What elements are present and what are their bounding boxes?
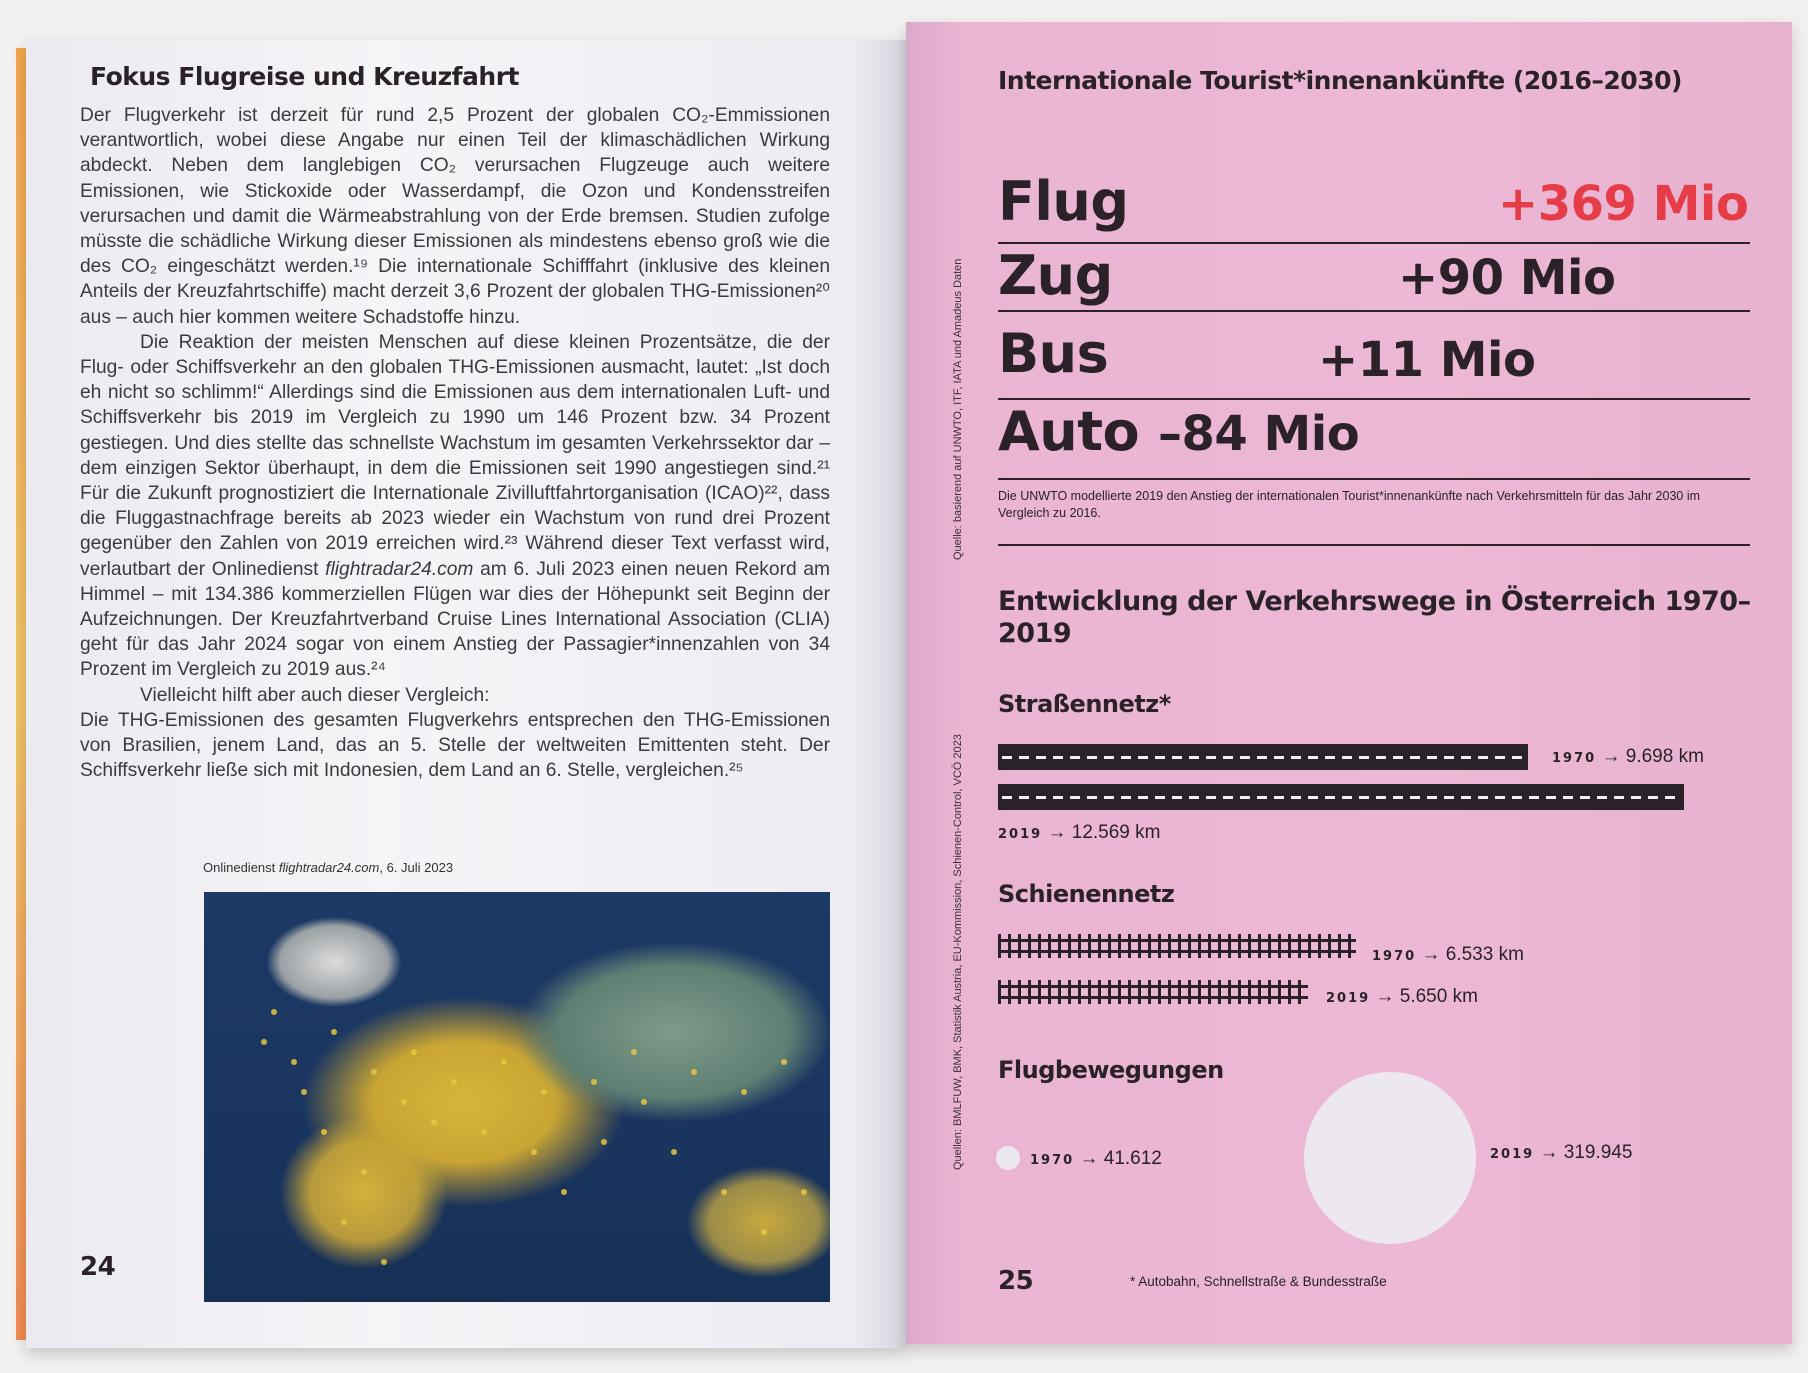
mode-row-zug [998, 244, 1750, 312]
flight-1970-stat [1030, 1148, 1162, 1170]
austria-source-note: Quellen: BMLFUW, BMK, Statistik Austria, EU-Kommission, Schienen-Control, VCÖ 2023 [952, 734, 964, 1170]
mode-label: Bus [998, 322, 1109, 385]
year-badge: 1970 [1552, 751, 1597, 766]
year-badge: 2019 [1490, 1147, 1535, 1162]
paragraph: Die THG-Emissionen des gesamten Flugverkehrs entsprechen den THG-Emissionen von Brasilien, jenem Land, das an 5. Stelle der weltweiten Emittenten steht. Der Schiffsverkehr ließe sich mit Indonesien, dem Land an 6. Stelle, vergleichen.²⁵ [80, 709, 830, 782]
caption-site: flightradar24.com [278, 860, 380, 875]
road-bar-2019 [998, 784, 1684, 810]
paragraph: Der Flugverkehr ist derzeit für rund 2,5 Prozent der globalen CO₂-Emmissionen verantwortlich, wobei diese Angabe nur einen Teil der klimaschädlichen Wirkung abdeckt. Neben dem langlebigen CO₂ verursachen Flugzeuge auch weitere Emissionen, wie Stickoxide oder Wasserdampf, die Ozon und Kondensstreifen verursachen und damit die Wärmeabstrahlung von der Erde bremsen. Studien zufolge müsste die schädliche Wirkung dieser Emissionen als mindestens ebenso groß wie die des CO₂ eingeschätzt werden.¹⁹ Die internationale Schifffahrt (inklusive des kleinen Anteils der Kreuzfahrtschiffe) macht derzeit 3,6 Prozent der globalen THG-Emissionen²⁰ aus – auch hier kommen weitere Schadstoffe hinzu. [80, 105, 830, 328]
stat-value: → 319.945 [1539, 1142, 1633, 1163]
stat-value: → 9.698 km [1601, 746, 1704, 767]
flight-map-image [204, 892, 830, 1302]
rail-heading: Schienennetz [998, 880, 1175, 908]
footnote: * Autobahn, Schnellstraße & Bundesstraße [1130, 1274, 1387, 1289]
rail-bar-2019 [998, 980, 1308, 1004]
mode-value: +369 Mio [1498, 176, 1749, 232]
aircraft-dots [204, 892, 830, 1302]
paragraph-text: Die Reaktion der meisten Menschen auf diese kleinen Prozentsätze, die der Flug- oder Schiffsverkehr an den globalen THG-Emissionen ausmacht, lautet: „Ist doch eh nicht so schlimm!“ Allerdings sind die Emissionen aus dem internationalen Luft- und Schiffsverkehr bis 2019 im Vergleich zu 1990 um 146 Prozent bzw. 34 Prozent gestiegen. Und dies stellte das schnellste Wachstum im gesamten Verkehrssektor dar – dem einzigen Sektor überhaupt, in dem die Emissionen seit 1990 angestiegen sind.²¹ Für die Zukunft prognostiziert die Internationale Zivilluftfahrtorganisation (ICAO)²², dass die Fluggastnachfrage bereits ab 2023 wieder ein Wachstum von rund drei Prozent gegenüber den Zahlen von 2019 erreichen wird.²³ Während dieser Text verfasst wird, verlautbart der Onlinedienst [80, 331, 830, 580]
tourist-arrivals-title: Internationale Tourist*innenankünfte (2016–2030) [998, 66, 1682, 95]
divider [998, 544, 1750, 546]
road-bar-1970 [998, 744, 1528, 770]
flight-2019-stat [1490, 1142, 1632, 1164]
road-heading: Straßennetz* [998, 690, 1171, 718]
year-badge: 2019 [998, 827, 1043, 842]
road-1970-stat [1552, 746, 1704, 768]
flight-heading: Flugbewegungen [998, 1056, 1224, 1084]
mode-row-bus [998, 318, 1750, 400]
mode-value: +90 Mio [1398, 250, 1616, 306]
mode-value: +11 Mio [1318, 332, 1536, 388]
caption-date: , 6. Juli 2023 [379, 860, 454, 875]
mode-row-auto [998, 400, 1750, 480]
paragraph [80, 330, 830, 683]
rail-2019-stat [1326, 986, 1478, 1008]
stat-value: → 6.533 km [1421, 944, 1524, 965]
stat-value: → 12.569 km [1047, 822, 1161, 843]
stat-value: → 41.612 [1079, 1148, 1162, 1169]
stat-value: → 5.650 km [1375, 986, 1478, 1007]
mode-label: Flug [998, 170, 1129, 233]
year-badge: 1970 [1372, 949, 1417, 964]
flight-circle-1970 [996, 1146, 1020, 1170]
mode-label: Auto [998, 400, 1140, 463]
mode-label: Zug [998, 244, 1113, 307]
paragraph-text: am 6. Juli 2023 einen neuen Rekord am Himmel – mit 134.386 kommerziellen Flügen war dies der Höhepunkt seit Beginn der Aufzeichnungen. Der Kreuzfahrtverband Cruise Lines International Association (CLIA) geht für das Jahr 2024 sogar von einem Anstieg der Passagier*innenzahlen von 34 Prozent im Vergleich zu 2019 aus.²⁴ [80, 558, 830, 681]
body-text [80, 103, 830, 783]
rail-1970-stat [1372, 944, 1524, 966]
flight-circle-2019 [1304, 1072, 1476, 1244]
year-badge: 2019 [1326, 991, 1371, 1006]
tourist-note: Die UNWTO modellierte 2019 den Anstieg der internationalen Tourist*innenankünfte nach Verkehrsmitteln für das Jahr 2030 im Vergleich zu 2016. [998, 489, 1701, 520]
mode-row-flug [998, 166, 1750, 244]
austria-title: Entwicklung der Verkehrswege in Österreich 1970–2019 [998, 586, 1751, 649]
mode-value: –84 Mio [1158, 406, 1360, 462]
section-title: Fokus Flugreise und Kreuzfahrt [90, 62, 520, 91]
road-2019-stat [998, 822, 1160, 844]
caption-text: Onlinedienst [203, 860, 279, 875]
page-edge [16, 48, 26, 1340]
page-number: 24 [80, 1252, 116, 1282]
paragraph: Vielleicht hilft aber auch dieser Vergleich: [140, 684, 490, 706]
year-badge: 1970 [1030, 1153, 1075, 1168]
image-caption [203, 860, 453, 875]
tourist-source-note: Quelle: basierend auf UNWTO, ITF, IATA und Amadeus Daten [952, 258, 964, 560]
rail-bar-1970 [998, 934, 1356, 958]
website-name: flightradar24.com [325, 558, 474, 580]
page-number: 25 [998, 1266, 1034, 1296]
